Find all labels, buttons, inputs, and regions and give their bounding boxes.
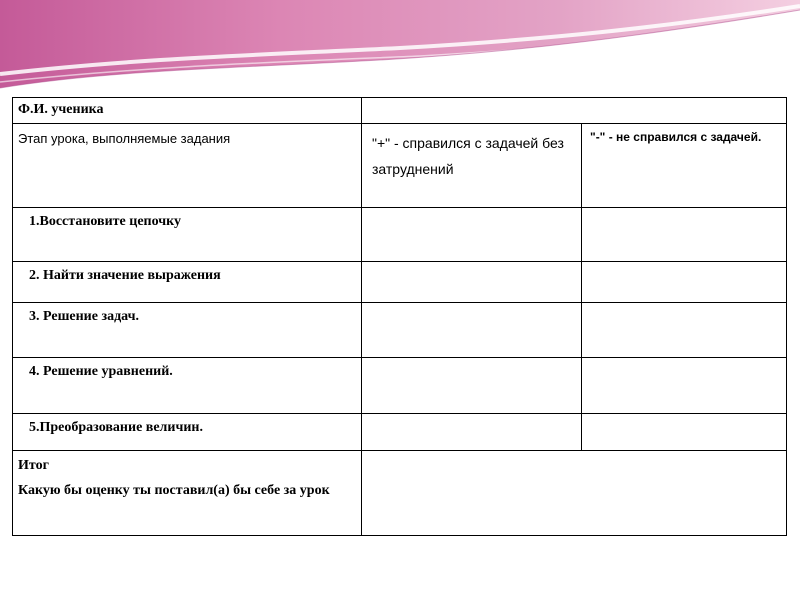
- task-minus-cell[interactable]: [582, 358, 787, 414]
- task-minus-cell[interactable]: [582, 208, 787, 262]
- self-assessment-sheet: [12, 97, 786, 535]
- task-plus-cell[interactable]: [362, 303, 582, 358]
- total-title: Итог: [18, 458, 49, 473]
- task-label: 1.Восстановите цепочку: [13, 208, 362, 262]
- table-row-task: [13, 303, 787, 358]
- task-label: 5.Преобразование величин.: [13, 414, 362, 451]
- table-row-task: [13, 262, 787, 303]
- task-minus-cell[interactable]: [582, 262, 787, 303]
- column-header-plus: "+" - справился с задачей без затруднений: [362, 124, 582, 208]
- table-row-task: [13, 414, 787, 451]
- task-plus-cell[interactable]: [362, 414, 582, 451]
- self-assessment-table: [12, 97, 787, 536]
- decorative-header-banner: [0, 0, 800, 95]
- student-name-cell[interactable]: [362, 98, 787, 124]
- task-label: 3. Решение задач.: [13, 303, 362, 358]
- column-header-stage: Этап урока, выполняемые задания: [13, 124, 362, 208]
- task-plus-cell[interactable]: [362, 358, 582, 414]
- table-row-header: [13, 124, 787, 208]
- total-grade-cell[interactable]: [362, 451, 787, 536]
- table-row-task: [13, 208, 787, 262]
- table-row-task: [13, 358, 787, 414]
- table-row-total: [13, 451, 787, 536]
- column-header-minus: "-" - не справился с задачей.: [582, 124, 787, 208]
- banner-wave: [0, 0, 800, 88]
- task-label: 4. Решение уравнений.: [13, 358, 362, 414]
- total-cell: [13, 451, 362, 536]
- task-minus-cell[interactable]: [582, 303, 787, 358]
- student-name-label: Ф.И. ученика: [13, 98, 362, 124]
- table-row-name: [13, 98, 787, 124]
- task-plus-cell[interactable]: [362, 262, 582, 303]
- total-question: Какую бы оценку ты поставил(а) бы себе за урок: [18, 483, 330, 498]
- task-label: 2. Найти значение выражения: [13, 262, 362, 303]
- task-minus-cell[interactable]: [582, 414, 787, 451]
- task-plus-cell[interactable]: [362, 208, 582, 262]
